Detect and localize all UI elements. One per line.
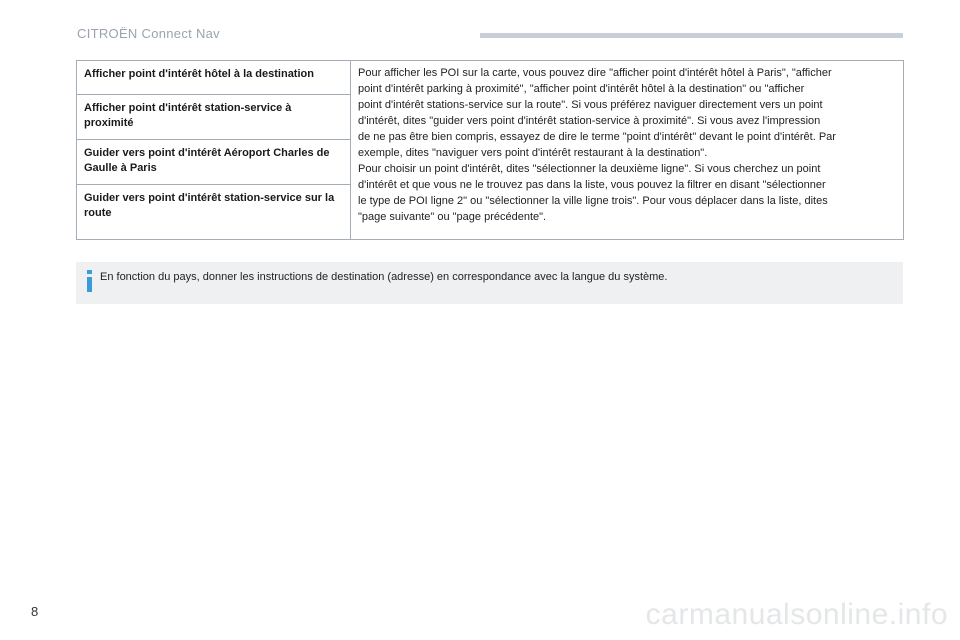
page-number: 8 (31, 604, 39, 619)
description-line: le type de POI ligne 2" ou "sélectionner la ville ligne trois". Pour vous déplacer dans la liste, dites (358, 195, 828, 207)
info-icon (85, 270, 95, 292)
description-line: de ne pas être bien compris, essayez de dire le terme "point d'intérêt" devant le point d'intérêt. Par (358, 131, 836, 143)
description-cell (351, 61, 904, 240)
command-cell: Guider vers point d'intérêt station-service sur la route (77, 185, 351, 240)
voice-command-table (76, 60, 904, 240)
watermark: carmanualsonline.info (645, 598, 948, 631)
description-line: Pour choisir un point d'intérêt, dites "sélectionner la deuxième ligne". Si vous cherchez un point (358, 163, 821, 175)
info-note-box (76, 262, 903, 304)
description-line: d'intérêt et que vous ne le trouvez pas dans la liste, vous pouvez la filtrer en disant "sélectionner (358, 179, 826, 191)
command-cell: Guider vers point d'intérêt Aéroport Charles de Gaulle à Paris (77, 140, 351, 185)
document-header-title: CITROËN Connect Nav (77, 26, 220, 41)
description-line: exemple, dites "naviguer vers point d'intérêt restaurant à la destination". (358, 147, 708, 159)
description-line: "page suivante" ou "page précédente". (358, 211, 547, 223)
command-cell: Afficher point d'intérêt hôtel à la destination (77, 61, 351, 95)
description-line: d'intérêt, dites "guider vers point d'intérêt station-service à proximité". Si vous avez l'impression (358, 115, 821, 127)
description-line: point d'intérêt stations-service sur la route". Si vous préférez naviguer directement vers un point (358, 99, 823, 111)
description-line: Pour afficher les POI sur la carte, vous pouvez dire "afficher point d'intérêt hôtel à Paris", "afficher (358, 67, 832, 79)
table-row (77, 61, 904, 95)
header-divider-bar (480, 33, 903, 38)
description-line: point d'intérêt parking à proximité", "afficher point d'intérêt hôtel à la destination" ou "afficher (358, 83, 805, 95)
command-cell: Afficher point d'intérêt station-service à proximité (77, 95, 351, 140)
info-note-text: En fonction du pays, donner les instructions de destination (adresse) en correspondance avec la langue du système. (100, 271, 668, 283)
